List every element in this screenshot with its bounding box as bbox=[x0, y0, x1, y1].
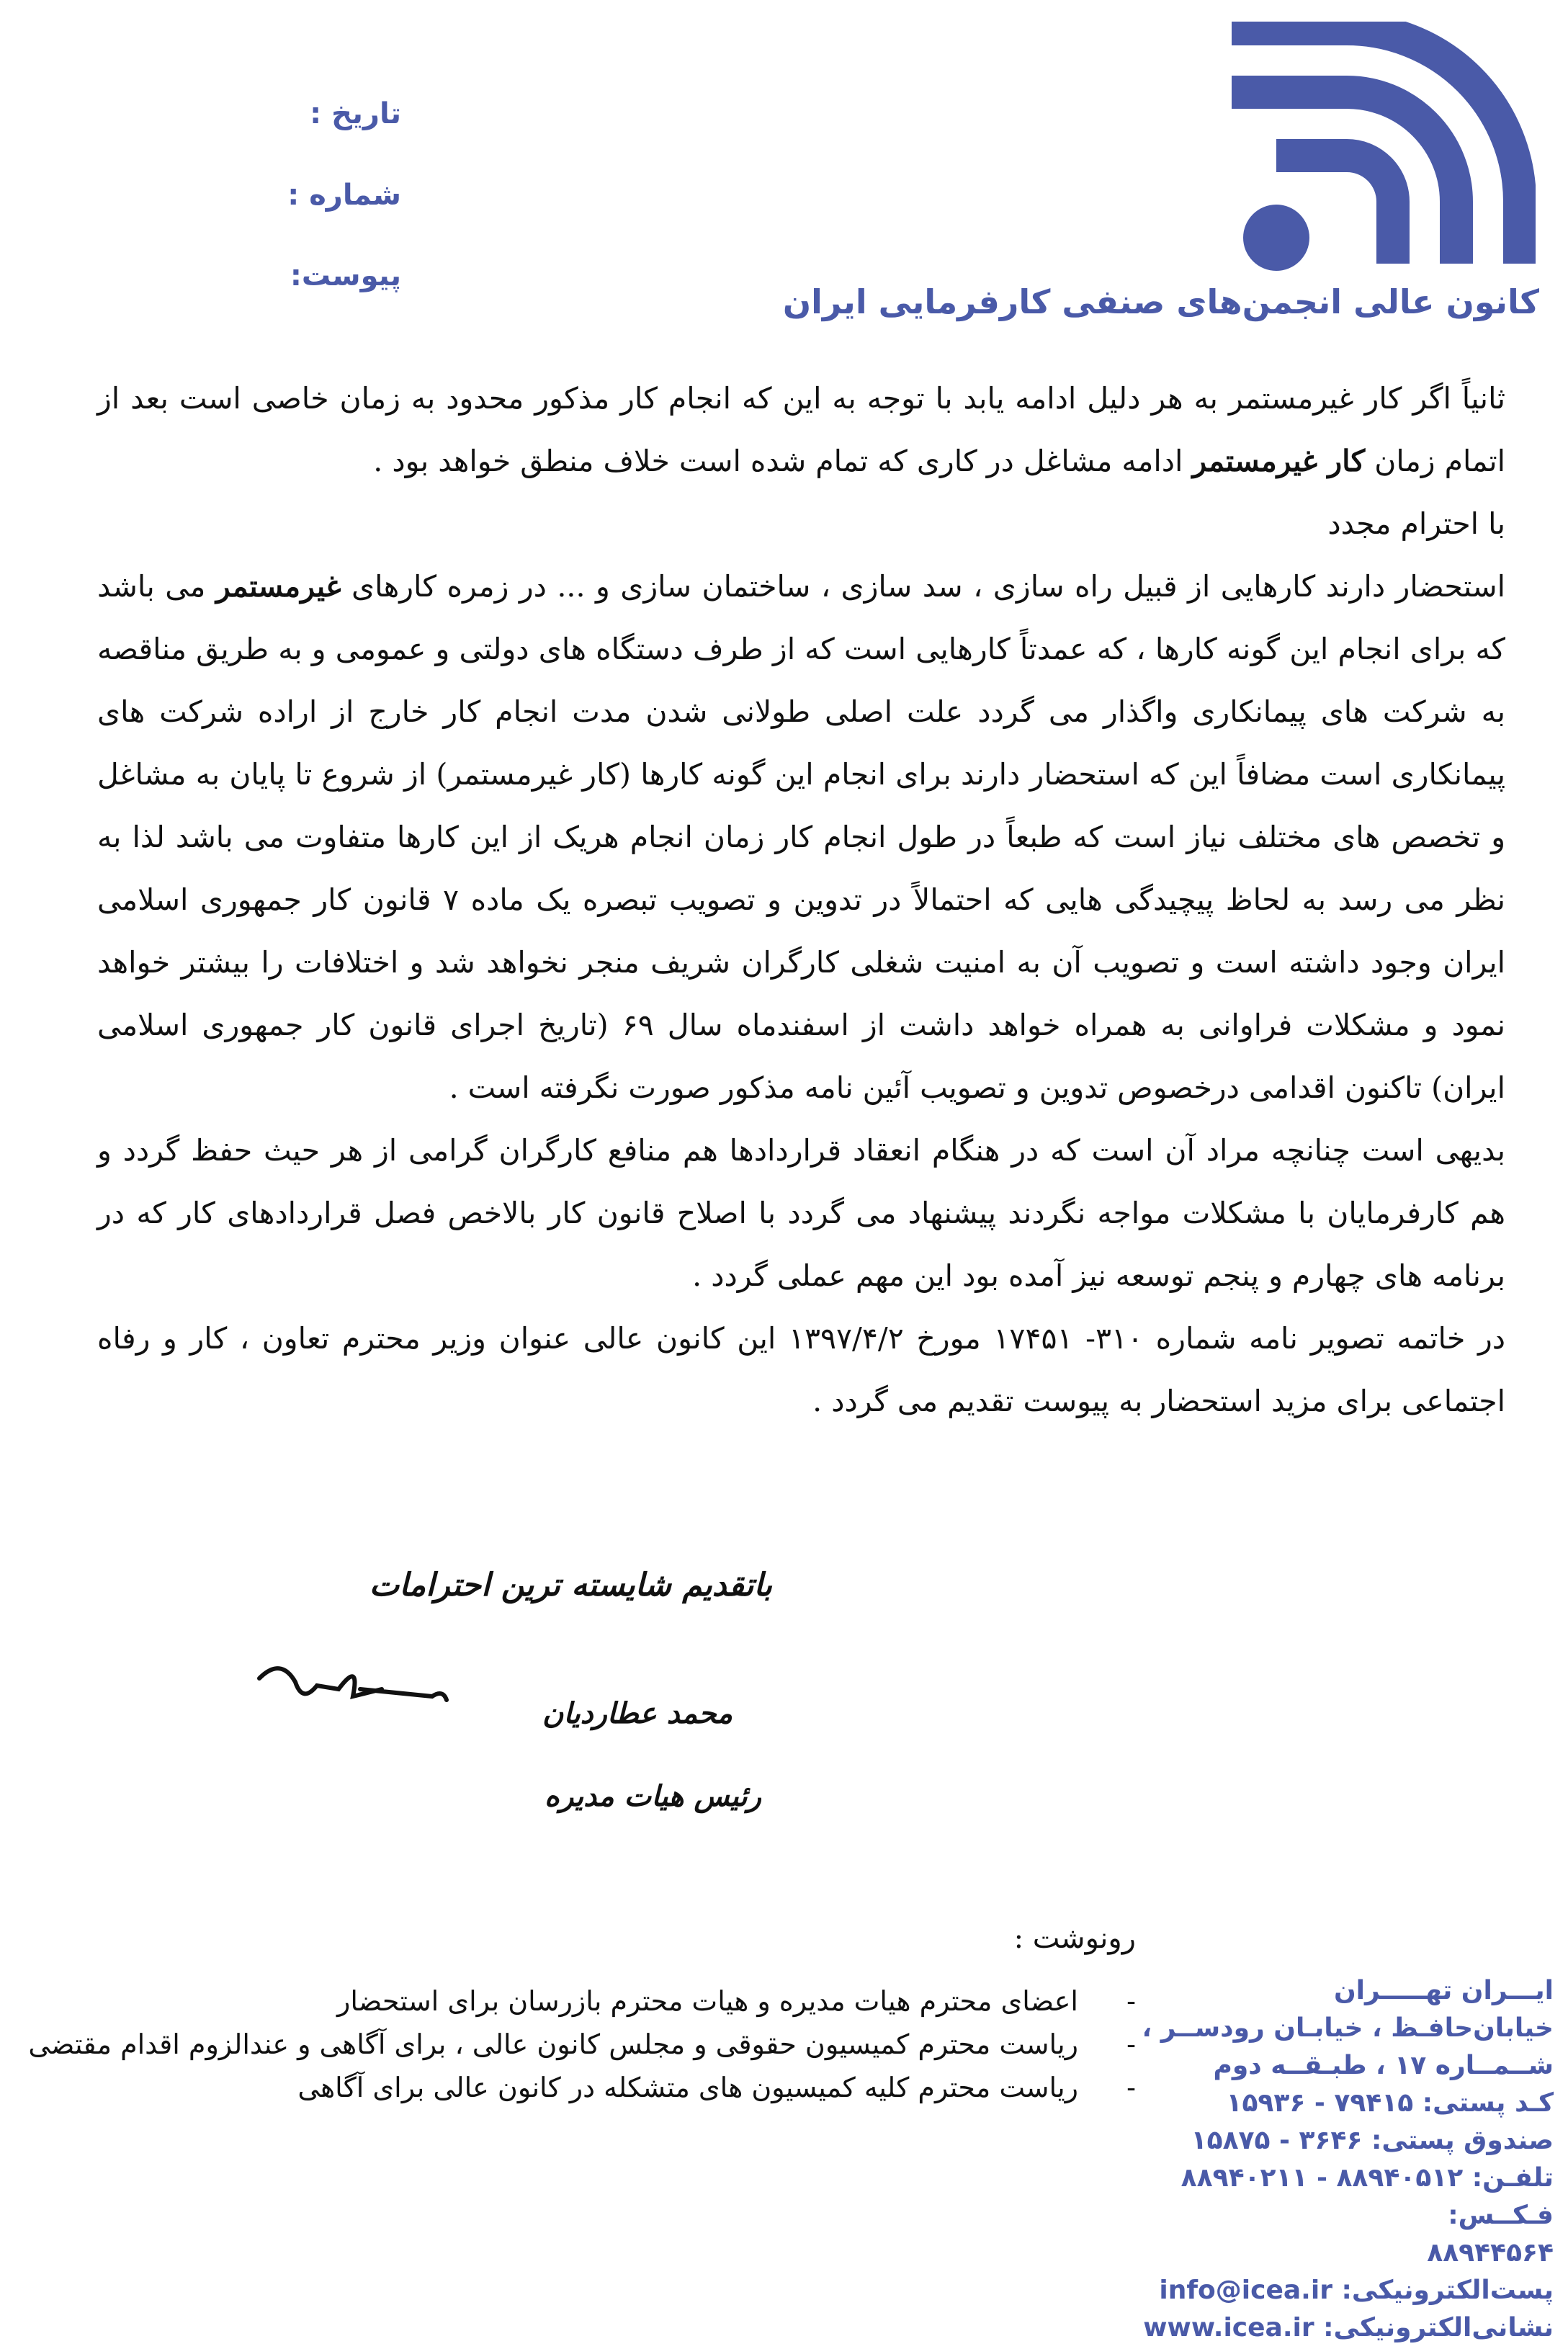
cc-title: رونوشت : bbox=[1013, 1922, 1136, 1955]
postal-code: کـد پستی: ۷۹۴۱۵ - ۱۵۹۳۶ bbox=[1226, 2088, 1554, 2118]
date-label: تاریخ : bbox=[310, 97, 401, 130]
signer-name: محمد عطاردیان bbox=[542, 1696, 733, 1730]
phone-numbers: تلفـن: ۸۸۹۴۰۵۱۲ - ۸۸۹۴۰۲۱۱ bbox=[1181, 2163, 1554, 2193]
number-label: شماره : bbox=[287, 179, 401, 212]
paragraph-3: بدیهی است چنانچه مراد آن است که در هنگام انعقاد قراردادها هم منافع کارگران گرامی از هر حیث حفظ گردد و هم کارفرمایان با مشکلات مواجه نگردند پیشنهاد می گردد با اصلاح قانون کار بالاخص فصل قراردادهای کار که در برنامه های چهارم و پنجم توسعه نیز آمده بود این مهم عملی گردد . bbox=[97, 1133, 1505, 1293]
website-row: نشانی‌الکترونیکی: www.icea.ir bbox=[1143, 2313, 1554, 2343]
paragraph-4: در خاتمه تصویر نامه شماره ۳۱۰- ۱۷۴۵۱ مورخ ۱۳۹۷/۴/۲ این کانون عالی عنوان وزیر محترم تعاون ، کار و رفاه اجتماعی برای مزید استحضار به پیوست تقدیم می گردد . bbox=[97, 1321, 1505, 1418]
website-link[interactable]: www.icea.ir bbox=[1143, 2313, 1314, 2343]
cc-list bbox=[28, 1979, 1136, 2109]
paragraph-1: ثانیاً اگر کار غیرمستمر به هر دلیل ادامه یابد با توجه به این که انجام کار مذکور محدود به زمان خاصی است بعد از اتمام زمان کار غیرمستمر ادامه مشاغل در کاری که تمام شده است خلاف منطق خواهد بود . bbox=[97, 381, 1505, 478]
email-row: پست‌الکترونیکی: info@icea.ir bbox=[1159, 2276, 1554, 2305]
address-building: شــمــاره ۱۷ ، طبـقــه دوم bbox=[1213, 2051, 1554, 2080]
signer-title: رئیس هیات مدیره bbox=[545, 1779, 761, 1813]
organization-name: کانون عالی انجمن‌های صنفی کارفرمایی ایران bbox=[782, 282, 1539, 321]
email-link[interactable]: info@icea.ir bbox=[1159, 2276, 1332, 2305]
organization-logo-icon bbox=[1219, 22, 1536, 281]
address-block bbox=[1142, 1972, 1554, 2347]
regards-line: با احترام مجدد bbox=[1327, 506, 1505, 541]
fax-number: ۸۸۹۴۴۵۶۴ bbox=[1427, 2238, 1554, 2268]
address-street: خیابان‌حافـظ ، خیابـان رودســر ، bbox=[1142, 2013, 1554, 2043]
cc-item: - ریاست محترم کلیه کمیسیون های متشکله در کانون عالی برای آگاهی bbox=[55, 2066, 1136, 2109]
closing-line: باتقدیم شایسته ترین احترامات bbox=[369, 1567, 772, 1603]
attachment-label: پیوست: bbox=[290, 259, 401, 292]
bold-term: کار غیرمستمر bbox=[1192, 444, 1366, 478]
letter-body bbox=[97, 367, 1505, 1433]
cc-item: - اعضای محترم هیات مدیره و هیات محترم بازرسان برای استحضار bbox=[55, 1979, 1136, 2023]
paragraph-2: استحضار دارند کارهایی از قبیل راه سازی ، سد سازی ، ساختمان سازی و ... در زمره کارهای غیرمستمر می باشد که برای انجام این گونه کارها ، که عمدتاً کارهایی است که از طرف دستگاه های دولتی و عمومی و به طریق مناقصه به شرکت های پیمانکاری واگذار می گردد علت اصلی طولانی شدن مدت انجام کار خارج از اراده شرکت های پیمانکاری است مضافاً این که استحضار دارند برای انجام این گونه کارها (کار غیرمستمر) از شروع تا پایان به مشاغل و تخصص های مختلف نیاز است که طبعاً در طول انجام کار زمان انجام هریک از این کارها متفاوت می باشد لذا به نظر می رسد به لحاظ پیچیدگی هایی که احتمالاً در تدوین و تصویب تبصره یک ماده ۷ قانون کار جمهوری اسلامی ایران وجود داشته است و تصویب آن به امنیت شغلی کارگران شریف منجر نخواهد شد و اختلافات را بیشتر خواهد نمود و مشکلات فراوانی به همراه خواهد داشت از اسفندماه سال ۶۹ (تاریخ اجرای قانون کار جمهوری اسلامی ایران) تاکنون اقدامی درخصوص تدوین و تصویب آئین نامه مذکور صورت نگرفته است . bbox=[97, 569, 1505, 1105]
cc-item: - ریاست محترم کمیسیون حقوقی و مجلس کانون عالی ، برای آگاهی و عندالزوم اقدام مقتضی bbox=[55, 2023, 1136, 2066]
fax-label: فـکــس: bbox=[1448, 2201, 1554, 2230]
bold-term: غیرمستمر bbox=[215, 569, 341, 604]
address-country-city: ایـــران تهـــــران bbox=[1333, 1976, 1554, 2005]
po-box: صندوق پستی: ۳۶۴۶ - ۱۵۸۷۵ bbox=[1191, 2126, 1554, 2155]
